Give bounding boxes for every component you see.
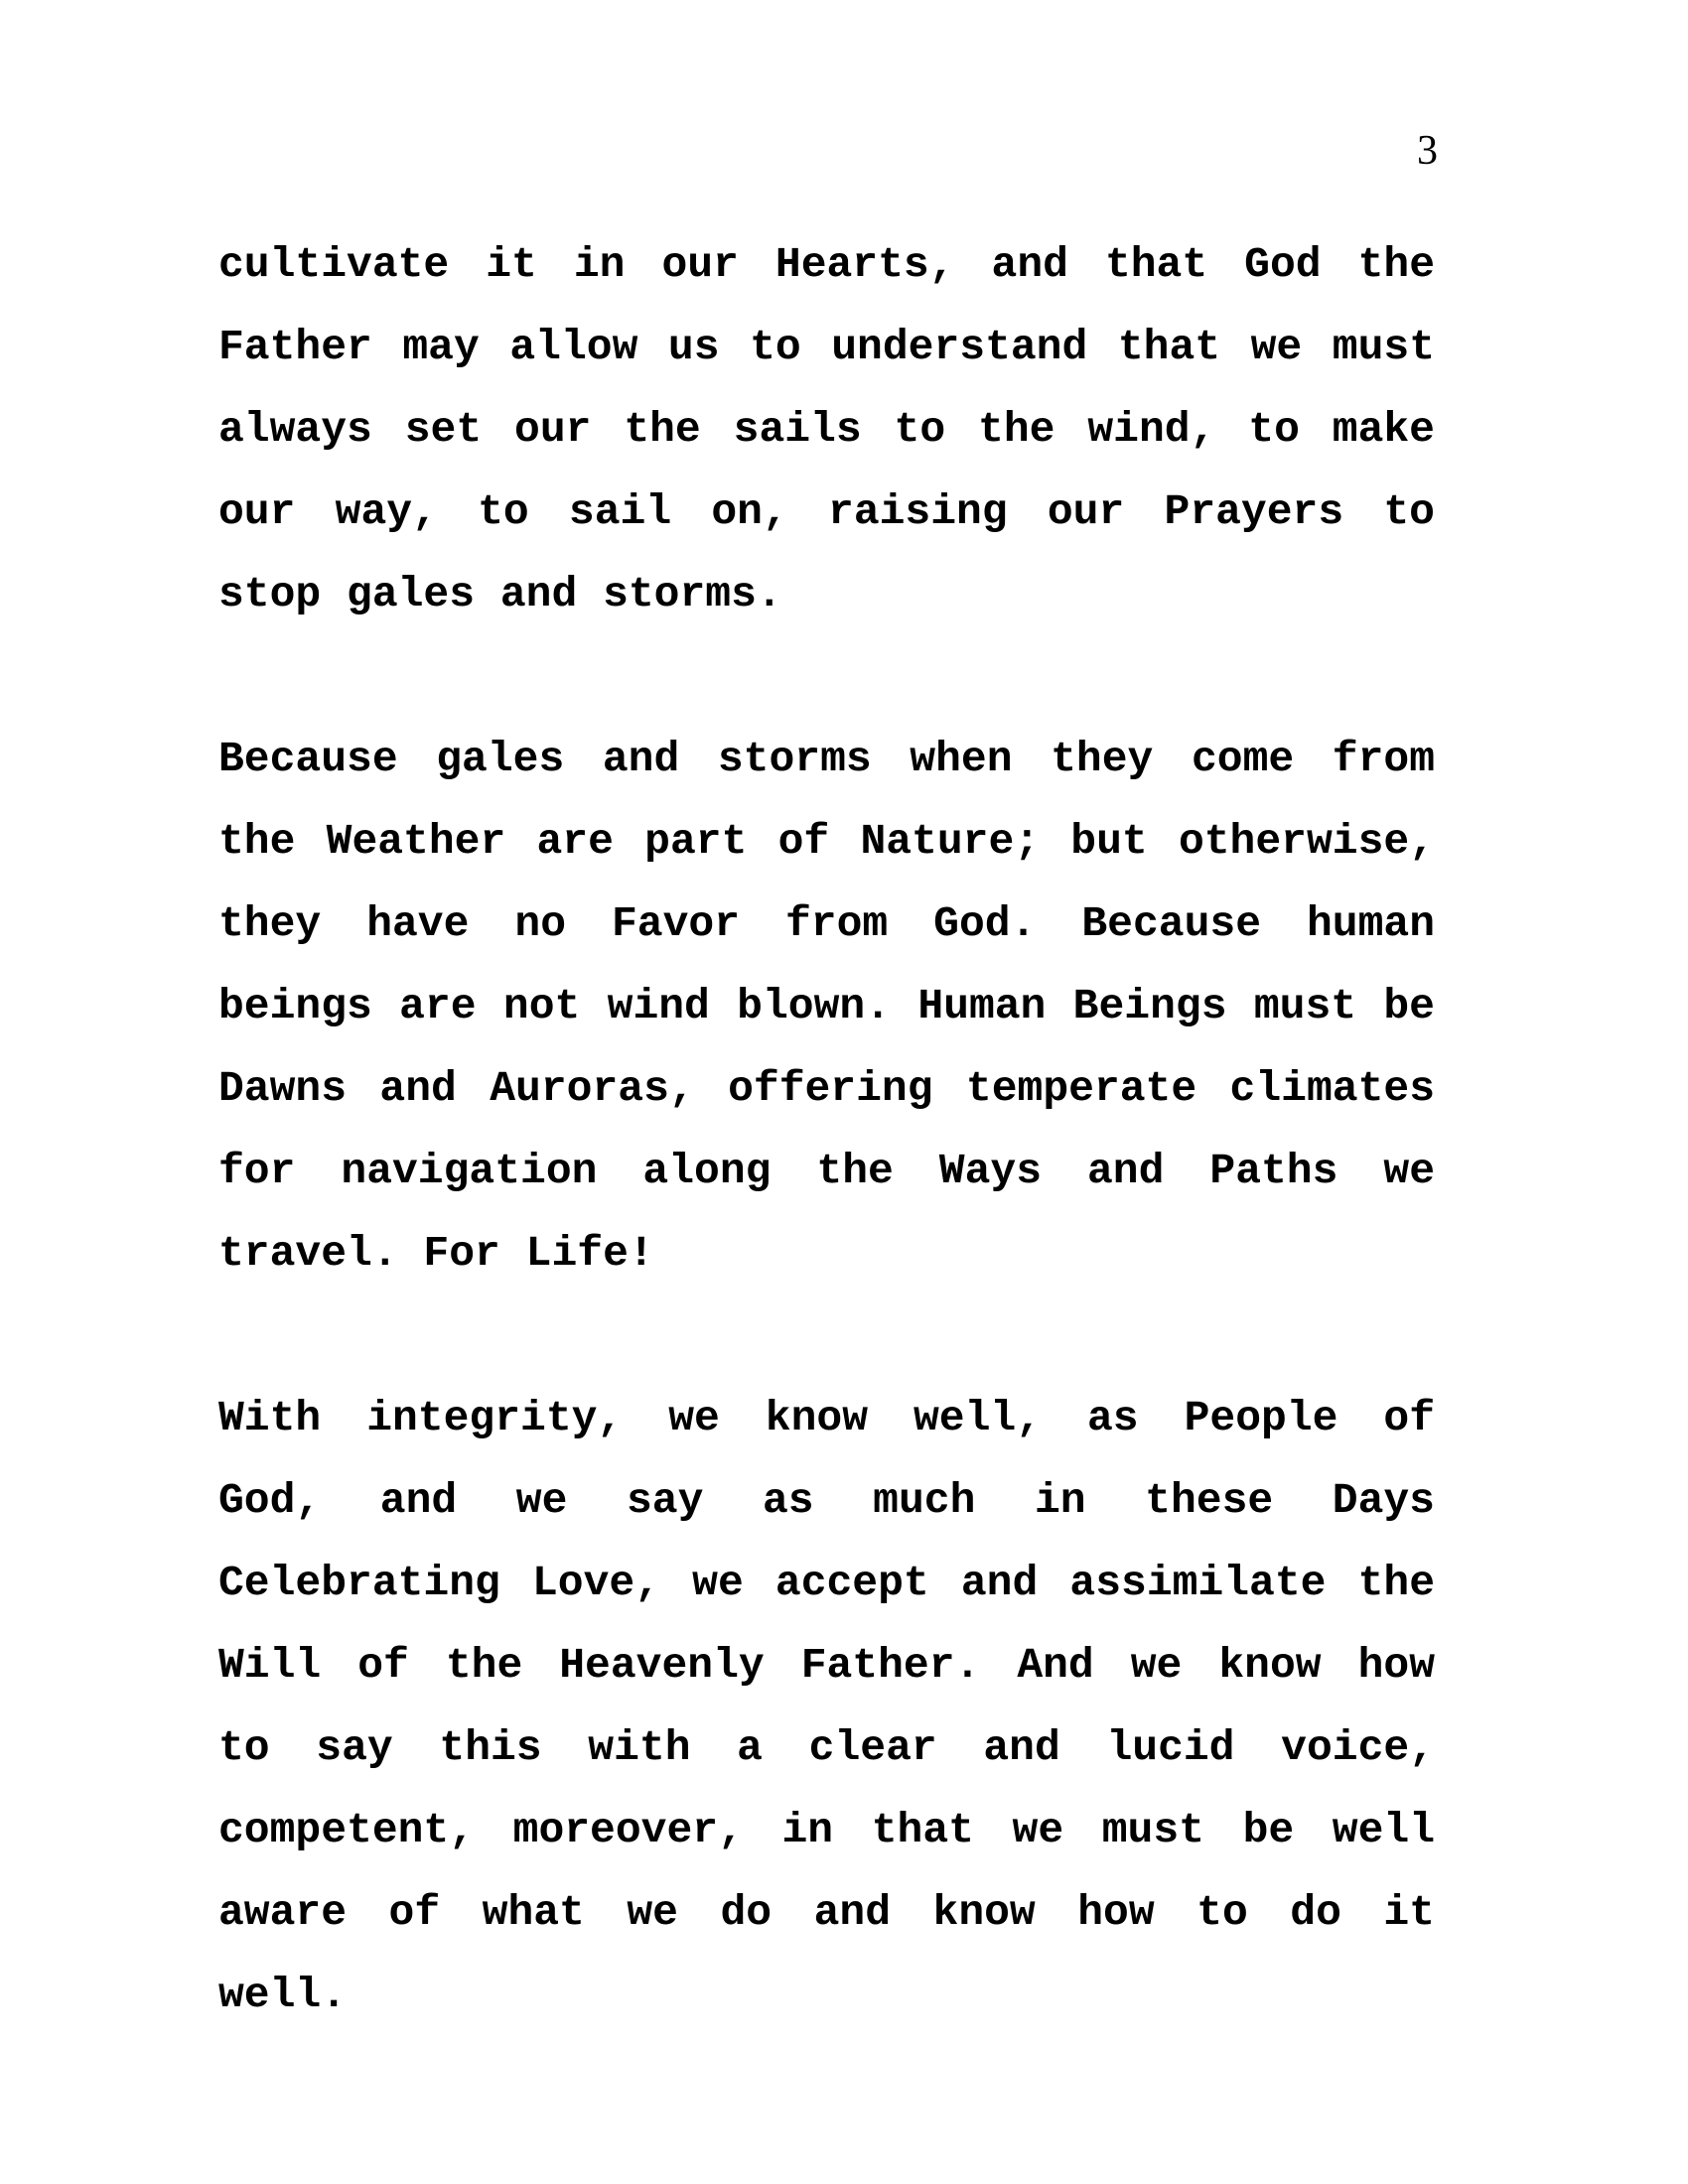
text-line: well. (218, 1971, 348, 2019)
paragraph (218, 223, 1435, 635)
text-line: our way, to sail on, raising our Prayers to (218, 487, 1435, 536)
text-line: they have no Favor from God. Because human (218, 899, 1435, 948)
text-line: to say this with a clear and lucid voice, (218, 1723, 1435, 1772)
text-line: cultivate it in our Hearts, and that God the (218, 240, 1435, 289)
text-line: Father may allow us to understand that we must (218, 323, 1435, 371)
text-line: Celebrating Love, we accept and assimilate the (218, 1559, 1435, 1607)
text-line: the Weather are part of Nature; but otherwise, (218, 817, 1435, 866)
text-line: aware of what we do and know how to do it (218, 1888, 1435, 1937)
text-line: Will of the Heavenly Father. And we know how (218, 1641, 1435, 1690)
document-content (218, 223, 1435, 2118)
text-line: stop gales and storms. (218, 570, 782, 618)
text-line: travel. For Life! (218, 1229, 654, 1278)
text-line: competent, moreover, in that we must be well (218, 1806, 1435, 1854)
text-line: Dawns and Auroras, offering temperate climates (218, 1064, 1435, 1113)
page-number: 3 (1417, 128, 1438, 174)
text-line: always set our the sails to the wind, to make (218, 405, 1435, 454)
text-line: for navigation along the Ways and Paths we (218, 1147, 1435, 1195)
text-line: With integrity, we know well, as People of (218, 1394, 1435, 1442)
paragraph (218, 718, 1435, 1295)
text-line: God, and we say as much in these Days (218, 1476, 1435, 1525)
text-line: beings are not wind blown. Human Beings must be (218, 982, 1435, 1030)
paragraph (218, 1377, 1435, 2036)
text-line: Because gales and storms when they come from (218, 735, 1435, 783)
